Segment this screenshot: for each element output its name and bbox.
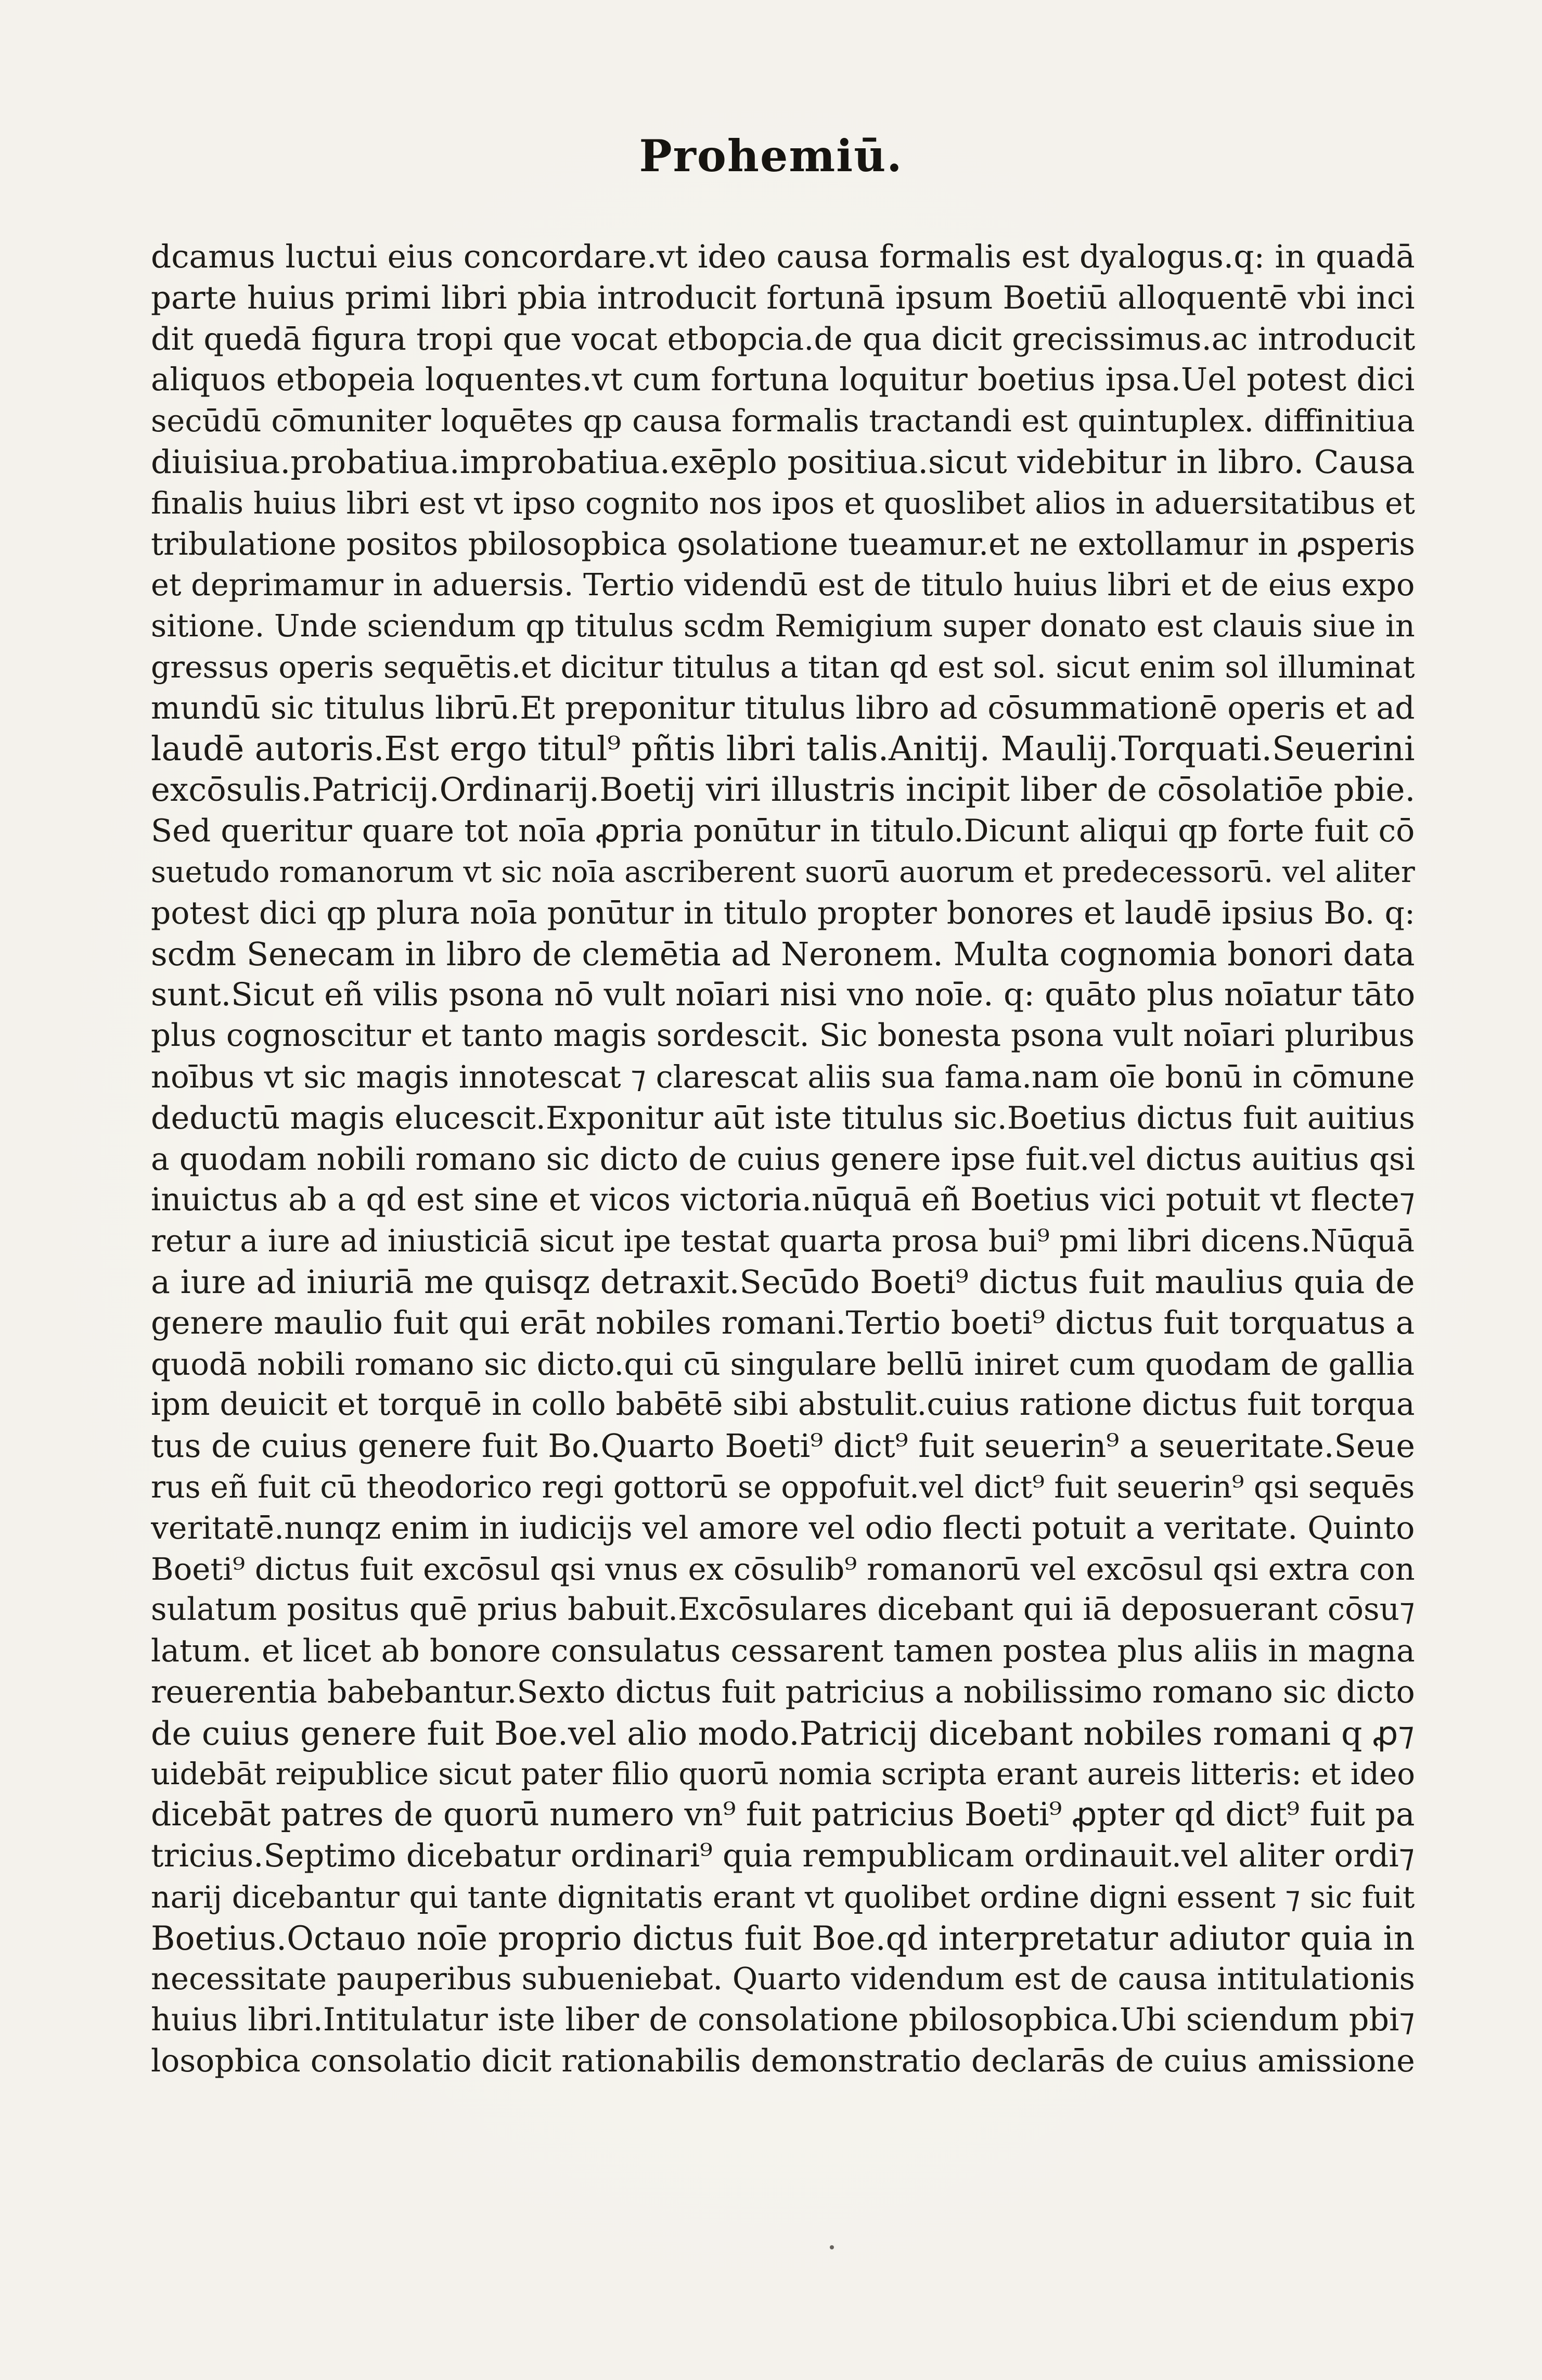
text-line: secūdū cōmuniter loquētes qp causa formalis tractandi est quintuplex. diffinitiua [151, 403, 1415, 439]
text-line: retur a iure ad iniusticiā sicut ipe testat quarta prosa bui⁹ pmi libri dicens.Nūquā [151, 1223, 1415, 1259]
text-line: potest dici qp plura noīa ponūtur in titulo propter bonores et laudē ipsius Bo. q: [151, 894, 1415, 931]
text-line: losopbica consolatio dicit rationabilis demonstratio declarās de cuius amissione [151, 2043, 1415, 2080]
page-heading: Prohemiū. [639, 130, 903, 182]
text-line: plus cognoscitur et tanto magis sordescit. Sic bonesta psona vult noīari pluribus [151, 1018, 1415, 1054]
text-line: laudē autoris.Est ergo titul⁹ pñtis libri talis.Anitij. Maulij.Torquati.Seuerini [151, 729, 1415, 769]
text-line: Boetius.Octauo noīe proprio dictus fuit Boe.qd interpretatur adiutor quia in [151, 1918, 1415, 1957]
text-line: huius libri.Intitulatur iste liber de consolatione pbilosopbica.Ubi sciendum pbi⁊ [151, 2002, 1415, 2039]
text-line: genere maulio fuit qui erāt nobiles romani.Tertio boeti⁹ dictus fuit torquatus a [151, 1304, 1415, 1341]
text-line: sulatum positus quē prius babuit.Excōsulares dicebant qui iā deposuerant cōsu⁊ [151, 1592, 1415, 1628]
text-line: tus de cuius genere fuit Bo.Quarto Boeti⁹ dict⁹ fuit seuerin⁹ a seueritate.Seue [151, 1427, 1415, 1465]
text-line: scdm Senecam in libro de clemētia ad Neronem. Multa cognomia bonori data [151, 935, 1415, 973]
text-line: uidebāt reipublice sicut pater filio quorū nomia scripta erant aureis litteris: et ideo [151, 1756, 1415, 1792]
text-line: dicebāt patres de quorū numero vn⁹ fuit patricius Boeti⁹ ꝓpter qd dict⁹ fuit pa [151, 1796, 1415, 1834]
text-line: Sed queritur quare tot noīa ꝓpria ponūtur in titulo.Dicunt aliqui qp forte fuit cō [151, 813, 1415, 850]
text-line: aliquos etbopeia loquentes.vt cum fortuna loquitur boetius ipsa.Uel potest dici [151, 361, 1415, 399]
text-line: et deprimamur in aduersis. Tertio videndū est de titulo huius libri et de eius expo [151, 567, 1415, 603]
text-line: veritatē.nunqz enim in iudicijs vel amore vel odio flecti potuit a veritate. Quinto [151, 1509, 1415, 1546]
text-line: gressus operis sequētis.et dicitur titulus a titan qd est sol. sicut enim sol illuminat [151, 649, 1415, 685]
text-line: finalis huius libri est vt ipso cognito nos ipos et quoslibet alios in aduersitatibus et [151, 485, 1415, 521]
text-line: a quodam nobili romano sic dicto de cuius genere ipse fuit.vel dictus auitius qsi [151, 1141, 1415, 1178]
text-line: necessitate pauperibus subueniebat. Quarto videndum est de causa intitulationis [151, 1961, 1415, 1997]
text-line: dcamus luctui eius concordare.vt ideo causa formalis est dyalogus.q: in quadā [151, 238, 1415, 275]
text-line: dit quedā figura tropi que vocat etbopcia.de qua dicit grecissimus.ac introducit [151, 321, 1415, 357]
text-line: noībus vt sic magis innotescat ⁊ clarescat aliis sua fama.nam oīe bonū in cōmune [151, 1058, 1415, 1095]
text-line: tribulatione positos pbilosopbica ꝯsolatione tueamur.et ne extollamur in ꝓsperis [151, 526, 1415, 562]
text-line: reuerentia babebantur.Sexto dictus fuit patricius a nobilissimo romano sic dicto [151, 1673, 1415, 1710]
text-line: de cuius genere fuit Boe.vel alio modo.Patricij dicebant nobiles romani q ꝓ⁊ [151, 1713, 1415, 1752]
text-line: parte huius primi libri pbia introducit fortunā ipsum Boetiū alloquentē vbi inci [151, 279, 1415, 316]
text-body [151, 237, 1415, 2082]
text-line: excōsulis.Patricij.Ordinarij.Boetij viri illustris incipit liber de cōsolatiōe pbie. [151, 771, 1415, 809]
text-line: tricius.Septimo dicebatur ordinari⁹ quia rempublicam ordinauit.vel aliter ordi⁊ [151, 1837, 1415, 1875]
text-line: suetudo romanorum vt sic noīa ascriberent suorū auorum et predecessorū. vel aliter [151, 854, 1415, 889]
text-line: deductū magis elucescit.Exponitur aūt iste titulus sic.Boetius dictus fuit auitius [151, 1099, 1415, 1136]
ink-speck [830, 2245, 834, 2249]
text-line: sitione. Unde sciendum qp titulus scdm Remigium super donato est clauis siue in [151, 608, 1415, 644]
text-line: sunt.Sicut eñ vilis psona nō vult noīari nisi vno noīe. q: quāto plus noīatur tāto [151, 976, 1415, 1014]
text-line: narij dicebantur qui tante dignitatis erant vt quolibet ordine digni essent ⁊ sic fuit [151, 1879, 1415, 1915]
text-line: diuisiua.probatiua.improbatiua.exēplo positiua.sicut videbitur in libro. Causa [151, 442, 1415, 481]
text-line: ipm deuicit et torquē in collo babētē sibi abstulit.cuius ratione dictus fuit torqua [151, 1387, 1415, 1423]
text-line: inuictus ab a qd est sine et vicos victoria.nūquā eñ Boetius vici potuit vt flecte⁊ [151, 1182, 1415, 1219]
text-line: rus eñ fuit cū theodorico regi gottorū se oppofuit.vel dict⁹ fuit seuerin⁹ qsi sequēs [151, 1469, 1415, 1505]
text-line: a iure ad iniuriā me quisqz detraxit.Secūdo Boeti⁹ dictus fuit maulius quia de [151, 1262, 1415, 1301]
text-line: mundū sic titulus librū.Et preponitur titulus libro ad cōsummationē operis et ad [151, 689, 1415, 726]
text-line: Boeti⁹ dictus fuit excōsul qsi vnus ex cōsulib⁹ romanorū vel excōsul qsi extra con [151, 1551, 1415, 1587]
text-line: latum. et licet ab bonore consulatus cessarent tamen postea plus aliis in magna [151, 1633, 1415, 1670]
text-line: quodā nobili romano sic dicto.qui cū singulare bellū iniret cum quodam de gallia [151, 1346, 1415, 1382]
